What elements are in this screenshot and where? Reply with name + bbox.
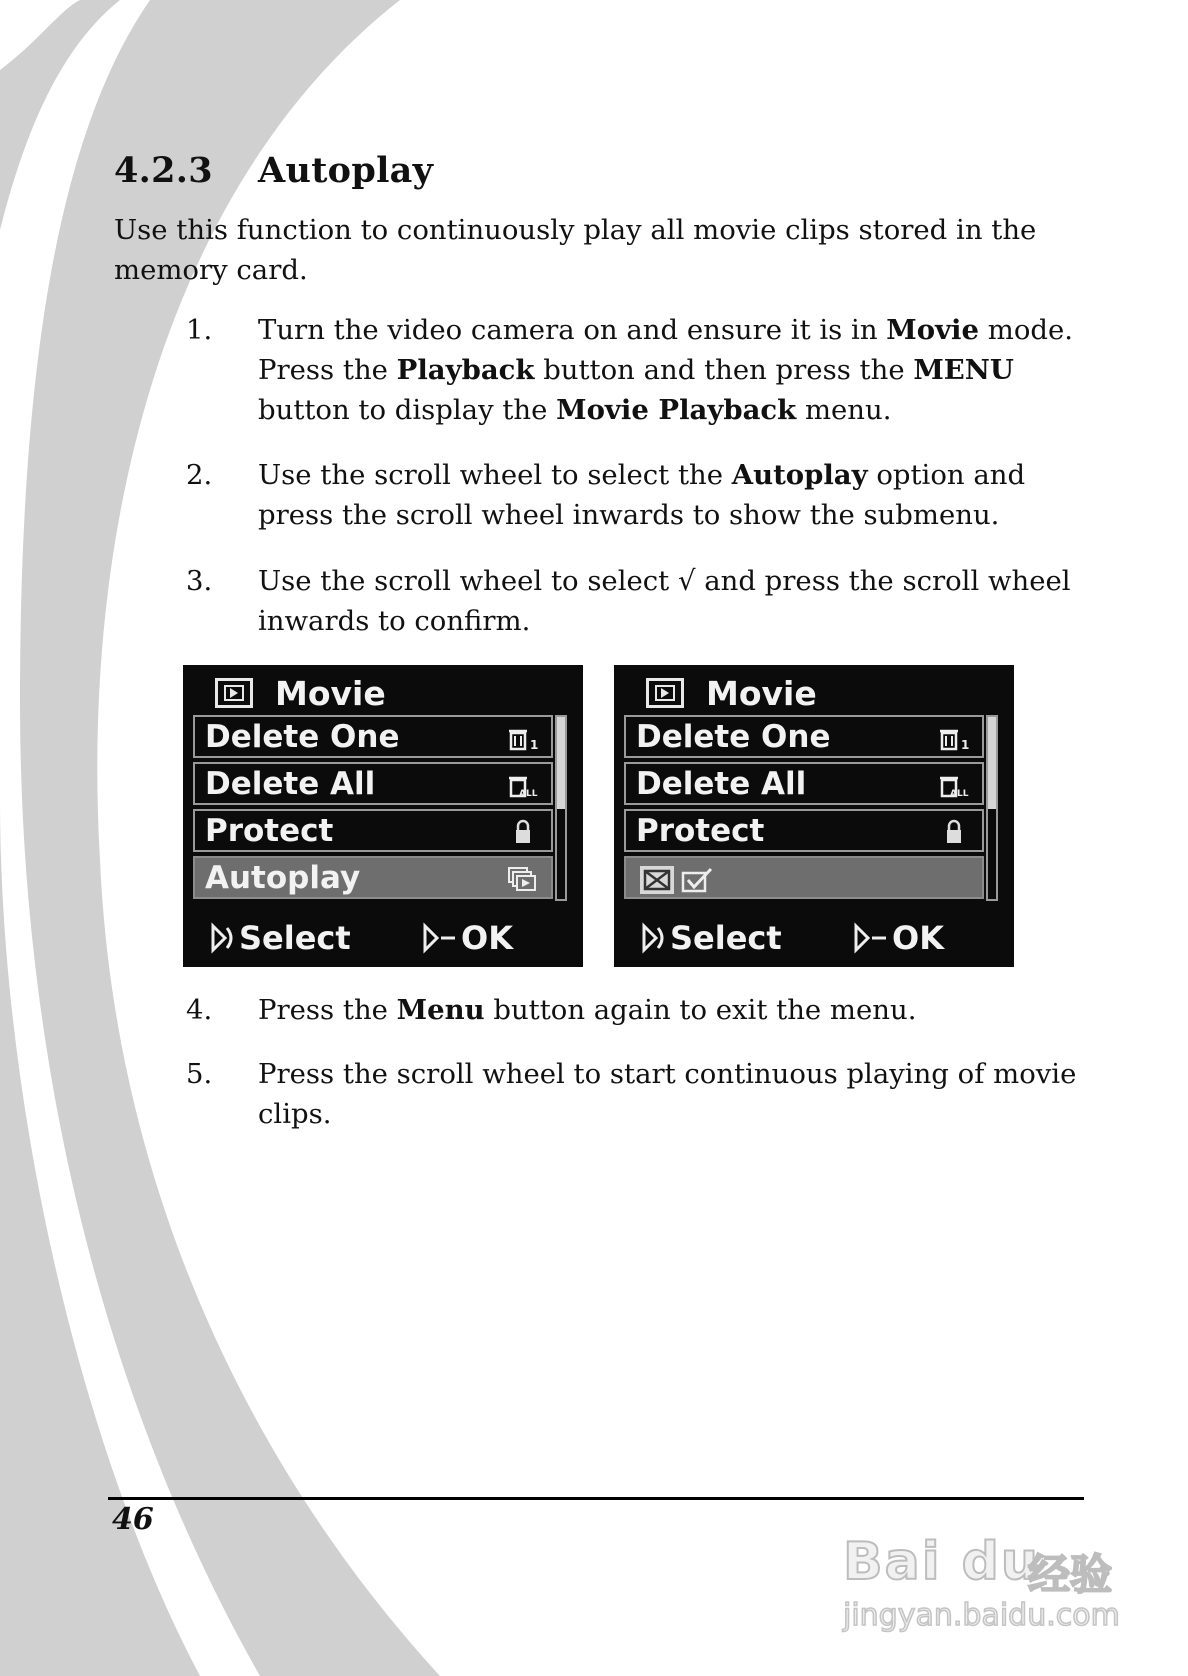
menu-item-autoplay[interactable]: Autoplay xyxy=(193,856,553,899)
lcd-footer: Select OK xyxy=(209,917,569,959)
trash-all-icon xyxy=(938,772,970,798)
step-number: 3. xyxy=(186,565,213,597)
section-title: Autoplay xyxy=(258,150,434,191)
trash-one-icon xyxy=(938,725,970,751)
step-number: 2. xyxy=(186,459,213,491)
scroll-wheel-icon xyxy=(640,922,670,954)
page-number: 46 xyxy=(112,1502,154,1537)
confirm-check-option-icon[interactable] xyxy=(680,866,714,894)
trash-one-icon xyxy=(507,725,539,751)
scroll-wheel-icon xyxy=(209,922,239,954)
svg-text:1: 1 xyxy=(530,738,539,751)
lock-icon xyxy=(938,819,970,845)
lcd-title: Movie xyxy=(646,673,817,713)
svg-text:ALL: ALL xyxy=(519,789,538,798)
section-heading xyxy=(114,150,433,191)
step-text: Press the Menu button again to exit the menu. xyxy=(258,994,917,1026)
menu-item-delete-one[interactable]: Delete One 1 xyxy=(193,715,553,758)
menu-item-protect[interactable]: Protect xyxy=(624,809,984,852)
step-text: Turn the video camera on and ensure it is in Movie mode. Press the Playback button and then press the MENU button to display the Movie Playback menu. xyxy=(258,314,1074,426)
autoplay-options xyxy=(640,866,720,894)
menu-item-delete-all[interactable]: Delete All ALL xyxy=(193,762,553,805)
playback-icon xyxy=(215,678,253,708)
step-number: 5. xyxy=(186,1058,213,1090)
autoplay-submenu xyxy=(624,856,984,899)
baidu-watermark: Bai du 经验 jingyan.baidu.com xyxy=(843,1532,1120,1633)
lcd-title: Movie xyxy=(215,673,386,713)
lcd-screen-autoplay-selected xyxy=(183,665,583,967)
svg-text:1: 1 xyxy=(961,738,970,751)
lock-icon xyxy=(507,819,539,845)
lcd-screen-autoplay-submenu xyxy=(614,665,1014,967)
step-number: 1. xyxy=(186,314,213,346)
trash-all-icon xyxy=(507,772,539,798)
svg-text:ALL: ALL xyxy=(950,789,969,798)
menu-item-delete-all[interactable]: Delete All ALL xyxy=(624,762,984,805)
lcd-menu xyxy=(624,715,984,903)
cancel-option-icon[interactable] xyxy=(640,866,674,894)
lcd-scrollbar xyxy=(986,715,998,901)
lcd-footer: Select OK xyxy=(640,917,1000,959)
step-text: Use the scroll wheel to select √ and press the scroll wheel inwards to confirm. xyxy=(258,565,1071,637)
footer-rule xyxy=(108,1497,1084,1500)
menu-item-protect[interactable]: Protect xyxy=(193,809,553,852)
section-number: 4.2.3 xyxy=(114,150,213,191)
step-number: 4. xyxy=(186,994,213,1026)
lcd-menu xyxy=(193,715,553,903)
press-icon xyxy=(421,922,461,954)
autoplay-icon xyxy=(507,866,539,892)
intro-paragraph: Use this function to continuously play all movie clips stored in the memory card. xyxy=(114,214,1037,286)
playback-icon xyxy=(646,678,684,708)
menu-item-delete-one[interactable]: Delete One 1 xyxy=(624,715,984,758)
press-icon xyxy=(852,922,892,954)
step-text: Use the scroll wheel to select the Autoplay option and press the scroll wheel inwards to show the submenu. xyxy=(258,459,1026,531)
step-text: Press the scroll wheel to start continuous playing of movie clips. xyxy=(258,1058,1077,1130)
lcd-scrollbar xyxy=(555,715,567,901)
